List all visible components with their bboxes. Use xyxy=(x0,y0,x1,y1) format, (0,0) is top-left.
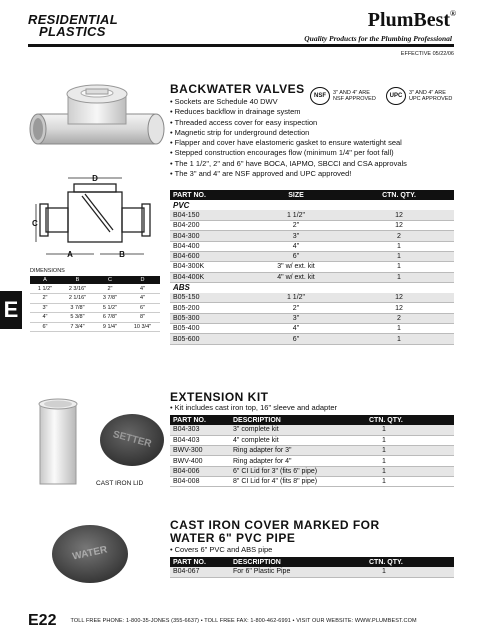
list-item: • Covers 6" PVC and ABS pipe xyxy=(170,545,272,555)
table-row xyxy=(170,231,454,241)
table-cell: For 6" Plastic Pipe xyxy=(230,567,366,577)
table-cell: 3 7/8" xyxy=(60,303,95,313)
table-cell: 2 xyxy=(344,231,454,241)
brand-tagline: Quality Products for the Plumbing Professional xyxy=(304,34,452,43)
table-cell: BWV-300 xyxy=(170,446,230,456)
table-cell: 5 1/2" xyxy=(95,303,125,313)
table-cell: 4" xyxy=(30,313,60,323)
table-cell: 10 3/4" xyxy=(125,322,160,332)
cover-table xyxy=(170,557,454,578)
dim-col-b: B xyxy=(60,276,95,284)
col-part-no: PART NO. xyxy=(170,415,230,425)
extension-table xyxy=(170,415,454,487)
table-cell: 1 1/2" xyxy=(248,293,344,303)
cover-title xyxy=(170,519,380,545)
registered-mark: ® xyxy=(450,9,456,18)
col-part-no: PART NO. xyxy=(170,557,230,567)
table-row xyxy=(170,425,454,435)
table-header-row xyxy=(170,415,454,425)
col-ctn-qty: CTN. QTY. xyxy=(366,557,454,567)
col-part-no: PART NO. xyxy=(170,190,248,200)
table-cell: 9 1/4" xyxy=(95,322,125,332)
diagram-label-b: B xyxy=(119,250,125,259)
table-cell: B04-303 xyxy=(170,425,230,435)
table-cell: B04-600 xyxy=(170,251,248,261)
list-item: • Stepped construction encourages flow (minimum 1/4" per foot fall) xyxy=(170,148,407,158)
table-cell: 4" xyxy=(248,324,344,334)
table-header-row xyxy=(170,557,454,567)
list-item: • Kit includes cast iron top, 16" sleeve and adapter xyxy=(170,403,337,413)
group-row-pvc xyxy=(170,200,454,210)
table-cell: 4" xyxy=(248,241,344,251)
table-cell: 3" xyxy=(248,231,344,241)
col-description: DESCRIPTION xyxy=(230,415,366,425)
table-header-row xyxy=(170,190,454,200)
table-cell: 4" xyxy=(125,284,160,294)
table-cell: 6" xyxy=(248,334,344,344)
extension-lid-text: SETTER xyxy=(111,429,153,450)
table-cell: 5 3/8" xyxy=(60,313,95,323)
table-cell: B04-300K xyxy=(170,262,248,272)
table-row xyxy=(170,293,454,303)
table-cell: B04-067 xyxy=(170,567,230,577)
table-cell: B05-150 xyxy=(170,293,248,303)
table-cell: 2" xyxy=(248,303,344,313)
col-description: DESCRIPTION xyxy=(230,557,366,567)
list-item: • The 1 1/2", 2" and 6" have BOCA, IAPMO, SBCCI and CSA approvals xyxy=(170,159,407,169)
list-item: • Sockets are Schedule 40 DWV xyxy=(170,97,407,107)
group-label: PVC xyxy=(173,200,190,210)
cover-title-line2: WATER 6" PVC PIPE xyxy=(170,531,296,545)
table-cell: Ring adapter for 3" xyxy=(230,446,366,456)
table-row xyxy=(170,303,454,313)
table-cell: 1 xyxy=(366,435,454,445)
table-cell: 7 3/4" xyxy=(60,322,95,332)
cast-iron-lid-caption: CAST IRON LID xyxy=(96,480,144,487)
cover-features xyxy=(170,545,272,555)
header-rule xyxy=(28,44,454,47)
table-cell: 4" w/ ext. kit xyxy=(248,272,344,282)
table-cell: 2 xyxy=(344,313,454,323)
brand-name: PlumBest xyxy=(367,9,451,31)
table-row xyxy=(170,466,454,476)
table-cell: B04-300 xyxy=(170,231,248,241)
table-row xyxy=(30,322,160,332)
backwater-features xyxy=(170,97,407,179)
upc-badge-text1: 3" AND 4" ARE xyxy=(409,90,446,96)
extension-kit-image xyxy=(30,392,166,488)
table-cell: 2" xyxy=(248,221,344,231)
dim-col-c: C xyxy=(95,276,125,284)
upc-badge-text2: UPC APPROVED xyxy=(409,96,453,102)
col-ctn-qty: CTN. QTY. xyxy=(344,190,454,200)
table-row xyxy=(170,456,454,466)
table-cell: 1 xyxy=(344,262,454,272)
table-cell: 1 xyxy=(344,324,454,334)
col-ctn-qty: CTN. QTY. xyxy=(366,415,454,425)
table-cell: 2 3/16" xyxy=(60,284,95,294)
table-cell: 1 xyxy=(366,567,454,577)
nsf-badge-text1: 3" AND 4" ARE xyxy=(333,90,370,96)
table-row xyxy=(170,262,454,272)
list-item: • Threaded access cover for easy inspection xyxy=(170,118,407,128)
nsf-badge-text2: NSF APPROVED xyxy=(333,96,376,102)
col-size: SIZE xyxy=(248,190,344,200)
table-cell: 6" xyxy=(30,322,60,332)
table-cell: 1 xyxy=(344,334,454,344)
table-cell: 2" xyxy=(95,284,125,294)
table-cell: B04-200 xyxy=(170,221,248,231)
table-row xyxy=(30,303,160,313)
table-cell: 12 xyxy=(344,293,454,303)
table-row xyxy=(170,567,454,577)
section-heading-line2: PLASTICS xyxy=(39,24,106,39)
extension-title: EXTENSION KIT xyxy=(170,390,269,404)
backwater-valve-image xyxy=(28,76,166,158)
table-cell: 1 1/2" xyxy=(30,284,60,294)
backwater-table xyxy=(170,190,454,345)
table-row xyxy=(30,313,160,323)
diagram-label-a: A xyxy=(67,250,73,259)
table-cell: B04-008 xyxy=(170,476,230,486)
table-cell: 1 xyxy=(366,446,454,456)
list-item: • The 3" and 4" are NSF approved and UPC approved! xyxy=(170,169,407,179)
table-cell: 1 xyxy=(366,456,454,466)
footer-contact: TOLL FREE PHONE: 1-800-35-JONES (355-6637) • TOLL FREE FAX: 1-800-462-6991 • VISIT OUR WEBSITE: WWW.PLUMBEST.COM xyxy=(70,618,417,624)
backwater-title: BACKWATER VALVES xyxy=(170,82,305,96)
table-row xyxy=(170,446,454,456)
cover-title-line1: CAST IRON COVER MARKED FOR xyxy=(170,518,380,532)
dimension-diagram xyxy=(30,170,160,265)
table-row xyxy=(170,251,454,261)
section-tab: E xyxy=(0,291,22,329)
table-row xyxy=(170,272,454,282)
table-row xyxy=(170,324,454,334)
table-cell: 1 xyxy=(344,272,454,282)
table-row xyxy=(30,284,160,294)
table-cell: 3" xyxy=(30,303,60,313)
table-row xyxy=(170,476,454,486)
table-cell: 6" xyxy=(125,303,160,313)
nsf-seal-icon: NSF xyxy=(310,87,330,105)
table-row xyxy=(170,435,454,445)
table-cell: B04-150 xyxy=(170,210,248,220)
table-cell: B04-400K xyxy=(170,272,248,282)
table-cell: 3" complete kit xyxy=(230,425,366,435)
table-cell: B05-300 xyxy=(170,313,248,323)
table-cell: 1 xyxy=(344,241,454,251)
table-cell: 8" CI Lid for 4" (fits 8" pipe) xyxy=(230,476,366,486)
table-cell: 6" xyxy=(248,251,344,261)
table-cell: 6" CI Lid for 3" (fits 6" pipe) xyxy=(230,466,366,476)
diagram-label-d: D xyxy=(92,174,98,183)
list-item: • Magnetic strip for underground detection xyxy=(170,128,407,138)
table-cell: B04-400 xyxy=(170,241,248,251)
section-heading-line1: RESIDENTIAL xyxy=(28,12,118,27)
list-item: • Reduces backflow in drainage system xyxy=(170,107,407,117)
dimensions-header-row xyxy=(30,276,160,284)
table-cell: 3 7/8" xyxy=(95,294,125,304)
table-cell: Ring adapter for 4" xyxy=(230,456,366,466)
group-row-abs xyxy=(170,282,454,292)
dim-col-d: D xyxy=(125,276,160,284)
cover-lid-text: WATER xyxy=(71,544,109,563)
table-row xyxy=(170,334,454,344)
extension-features xyxy=(170,403,337,413)
cast-iron-cover-image xyxy=(50,522,130,586)
effective-date: EFFECTIVE 05/22/06 xyxy=(400,51,454,57)
table-cell: 12 xyxy=(344,221,454,231)
table-cell: 2 1/16" xyxy=(60,294,95,304)
table-row xyxy=(170,241,454,251)
table-row xyxy=(170,221,454,231)
dim-col-a: A xyxy=(30,276,60,284)
table-cell: 1 xyxy=(366,466,454,476)
table-cell: 3" w/ ext. kit xyxy=(248,262,344,272)
table-cell: 4" xyxy=(125,294,160,304)
dimensions-table xyxy=(30,276,160,332)
group-label: ABS xyxy=(173,283,190,293)
table-cell: 1 xyxy=(344,251,454,261)
upc-seal-icon: UPC xyxy=(386,87,406,105)
table-cell: BWV-400 xyxy=(170,456,230,466)
dimensions-title: DIMENSIONS xyxy=(30,268,65,274)
table-cell: 2" xyxy=(30,294,60,304)
section-heading xyxy=(28,14,118,38)
table-cell: 6 7/8" xyxy=(95,313,125,323)
table-cell: B05-600 xyxy=(170,334,248,344)
table-cell: 1 xyxy=(366,425,454,435)
table-row xyxy=(170,313,454,323)
table-cell: 1 xyxy=(366,476,454,486)
table-cell: 8" xyxy=(125,313,160,323)
page-footer xyxy=(28,612,474,630)
table-cell: B05-400 xyxy=(170,324,248,334)
page-number: E22 xyxy=(28,612,57,629)
brand-logo xyxy=(368,9,456,32)
table-cell: 12 xyxy=(344,210,454,220)
diagram-label-c: C xyxy=(32,219,38,228)
table-cell: 4" complete kit xyxy=(230,435,366,445)
table-row xyxy=(30,294,160,304)
table-cell: 3" xyxy=(248,313,344,323)
table-cell: 12 xyxy=(344,303,454,313)
list-item: • Flapper and cover have elastomeric gasket to ensure watertight seal xyxy=(170,138,407,148)
table-cell: 1 1/2" xyxy=(248,210,344,220)
table-cell: B04-403 xyxy=(170,435,230,445)
table-cell: B05-200 xyxy=(170,303,248,313)
table-row xyxy=(170,210,454,220)
table-cell: B04-006 xyxy=(170,466,230,476)
